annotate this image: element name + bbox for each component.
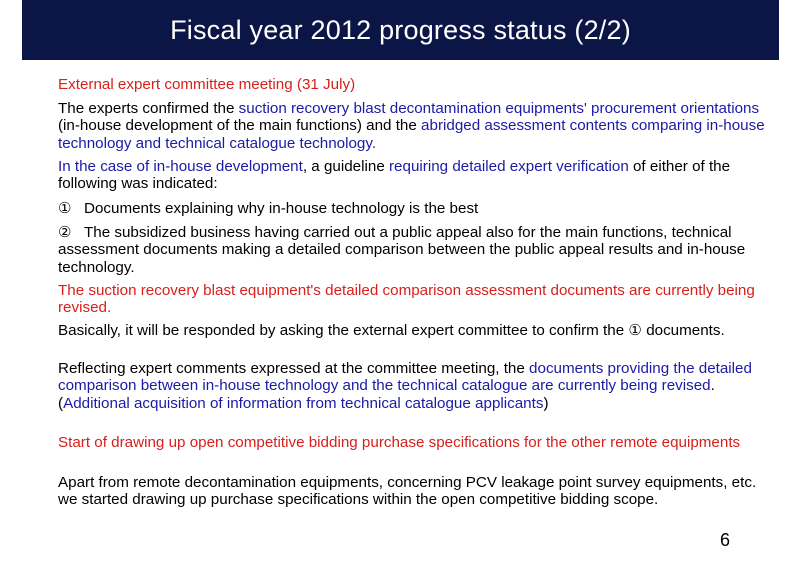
- page-number: 6: [720, 530, 731, 550]
- purchase-specs-paragraph: Apart from remote decontamination equipments, concerning PCV leakage point survey equipments, etc. we started drawing up purchase specifications within the open competitive bidding scope.: [58, 474, 757, 509]
- text-span: Reflecting expert comments expressed at the committee meeting, the: [58, 360, 530, 377]
- expert-comments-paragraph: [58, 360, 770, 412]
- highlight-span: suction recovery blast decontamination equipments' procurement orientations: [238, 100, 760, 117]
- highlight-span: abridged assessment contents comparing in-house technology and technical catalogue technology.: [58, 117, 765, 152]
- bidding-specs-heading: Start of drawing up open competitive bidding purchase specifications for the other remote equipments: [58, 434, 741, 451]
- slide-title: Fiscal year 2012 progress status (2/2): [170, 14, 631, 45]
- list-item-1: [58, 200, 770, 217]
- experts-confirmed-paragraph: [58, 100, 770, 152]
- list-marker: ①: [58, 200, 72, 217]
- external-committee-paragraph: Basically, it will be responded by asking the external expert committee to confirm the ① documents.: [58, 322, 725, 339]
- highlight-span: requiring detailed expert verification: [389, 158, 629, 175]
- text-span: , a guideline: [302, 158, 389, 175]
- title-bar: [22, 0, 779, 60]
- highlight-span: In the case of in-house development: [58, 158, 303, 175]
- text-span: ): [543, 394, 549, 412]
- text-span: of either of the following was indicated:: [58, 158, 731, 193]
- list-item-text: Documents explaining why in-house technology is the best: [84, 200, 479, 217]
- highlight-span: documents providing the detailed comparison between in-house technology and the technical catalogue are currently being revised: [58, 360, 752, 395]
- text-span: (in-house development of the main functions) and the: [58, 117, 422, 135]
- in-house-guideline-paragraph: [58, 158, 770, 193]
- revision-heading: The suction recovery blast equipment's detailed comparison assessment documents are currently being revised.: [58, 282, 755, 317]
- text-span: . (: [58, 377, 715, 412]
- text-span: The experts confirmed the: [58, 100, 239, 117]
- list-item-2: [58, 224, 770, 276]
- list-item-text: The subsidized business having carried out a public appeal also for the main functions, technical assessment documents making a detailed comparison between the public appeal results and in-house technology.: [58, 224, 746, 276]
- committee-meeting-heading: External expert committee meeting (31 July): [58, 76, 356, 93]
- highlight-span: Additional acquisition of information from technical catalogue applicants: [63, 394, 544, 412]
- list-marker: ②: [58, 224, 72, 241]
